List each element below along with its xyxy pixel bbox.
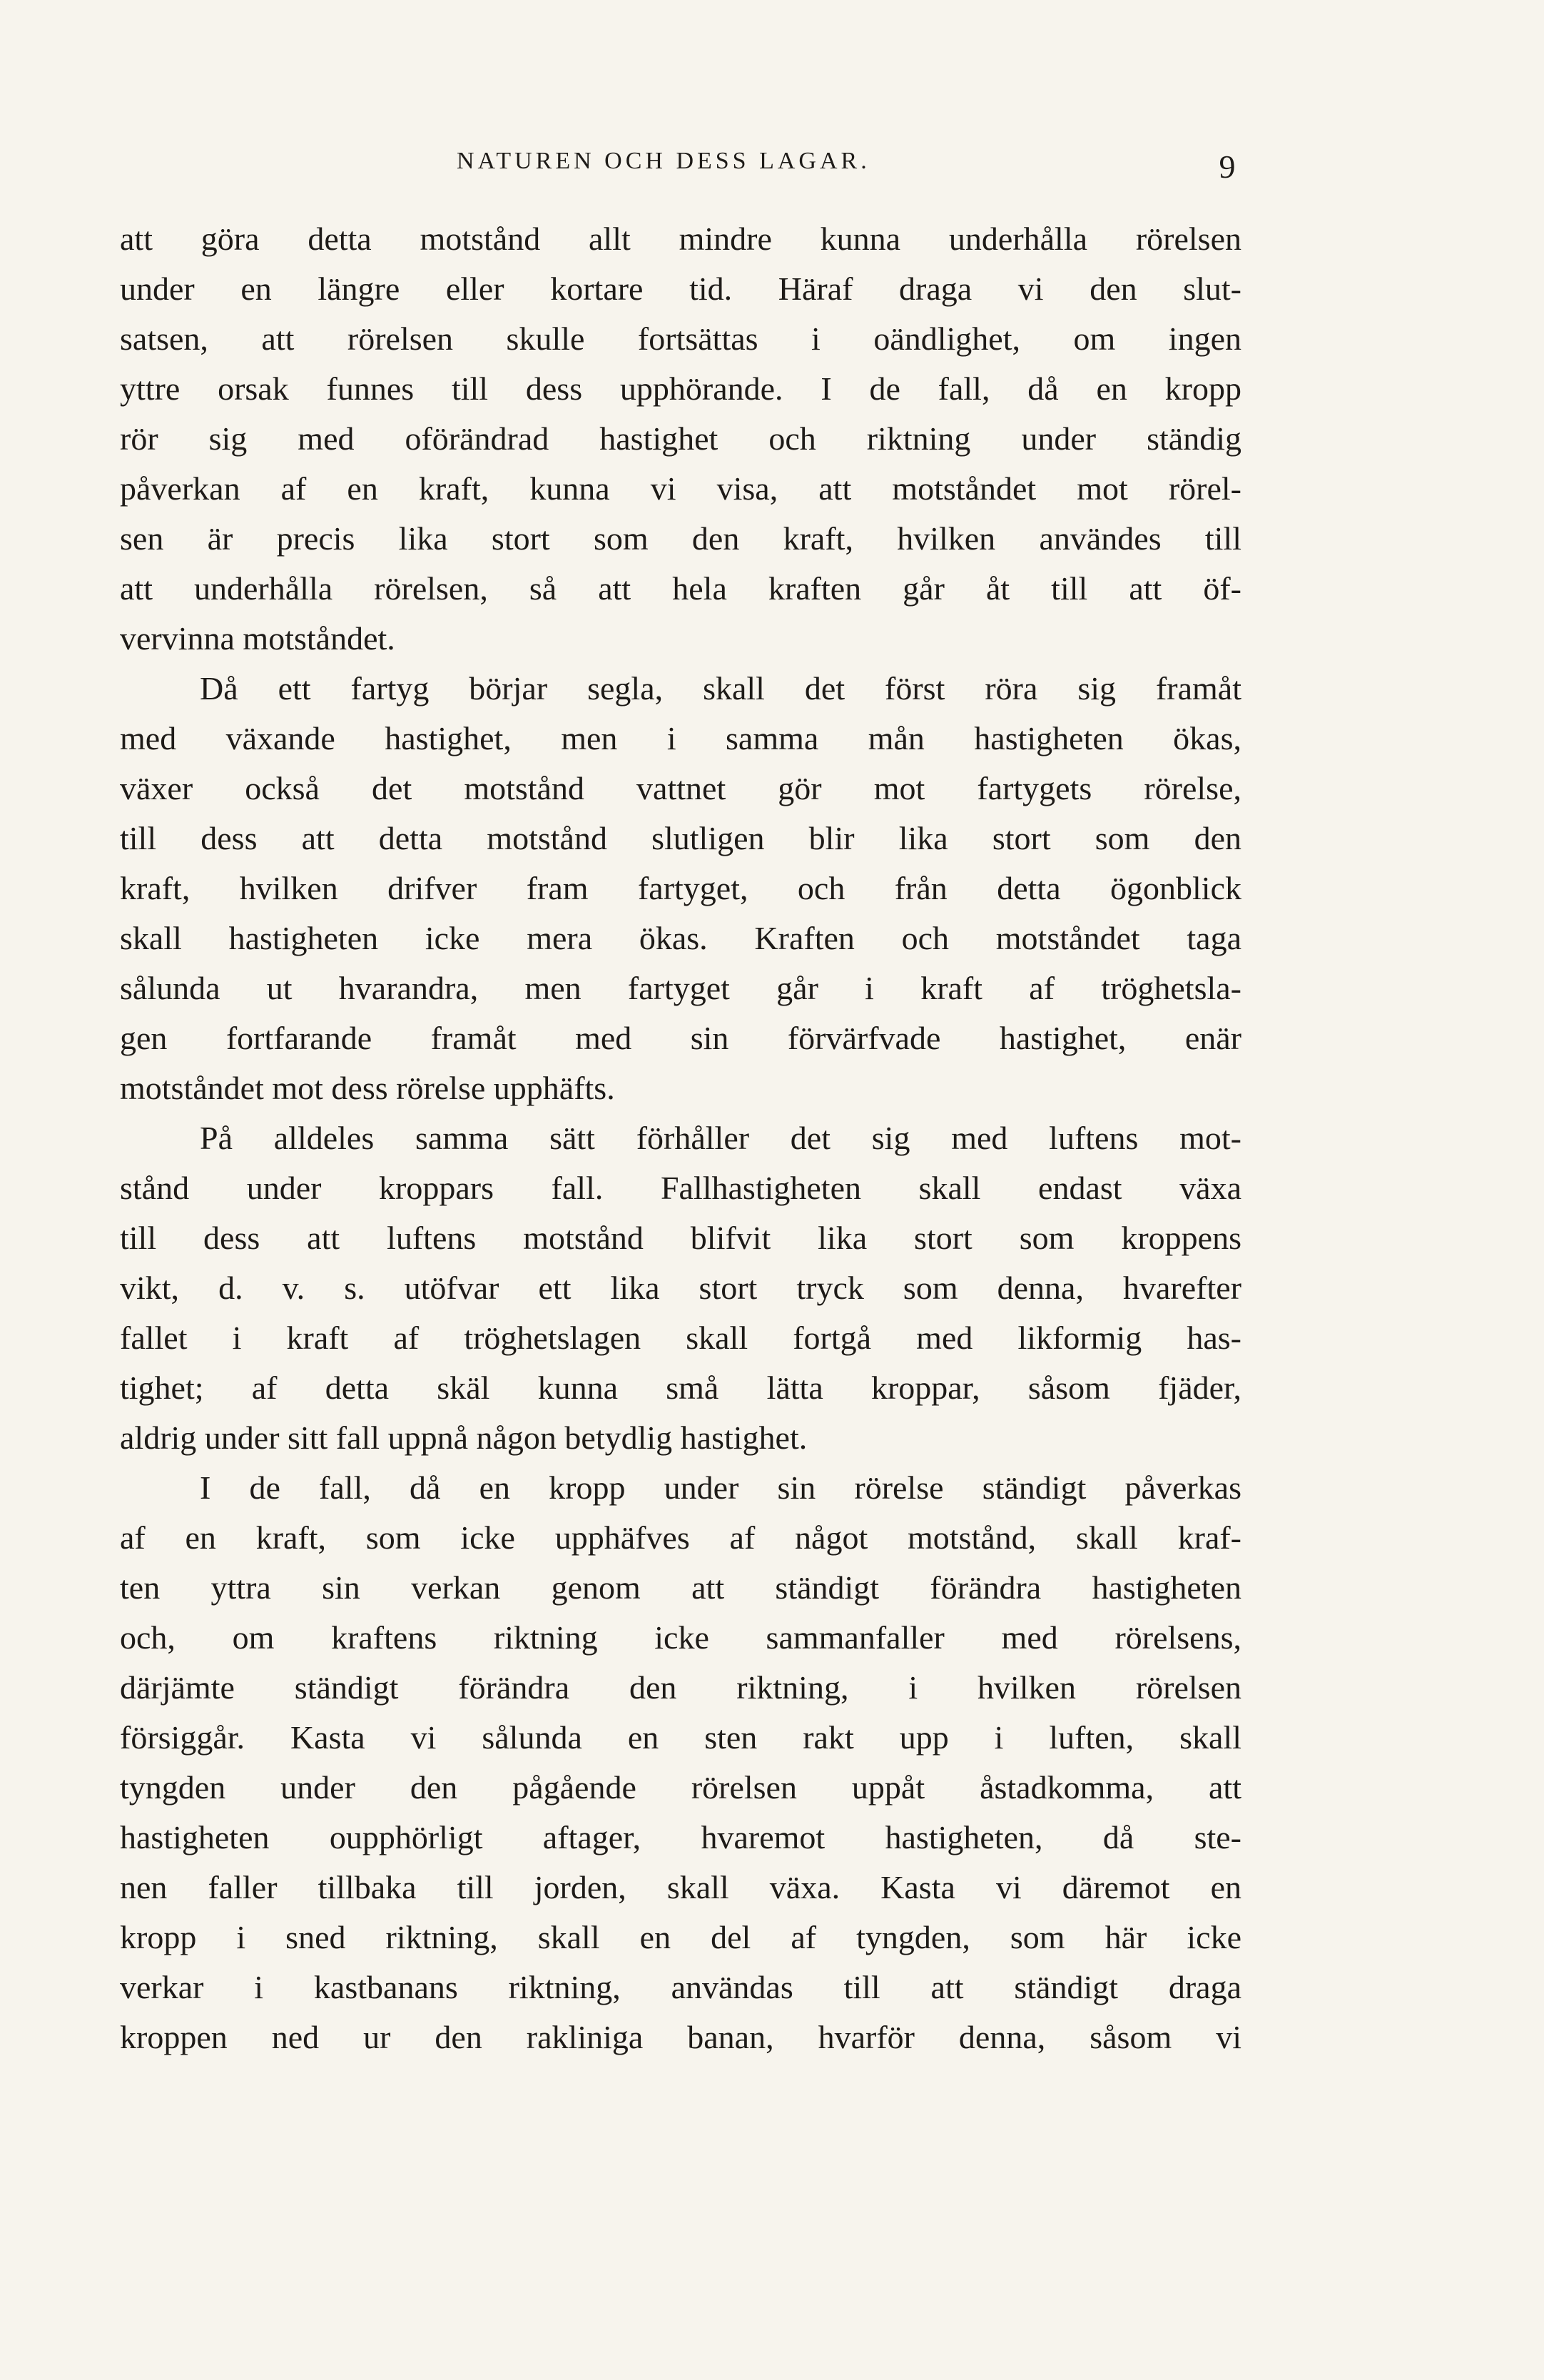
running-title: NATUREN OCH DESS LAGAR. [457,148,870,174]
page-number: 9 [1219,148,1236,185]
text-line: tighet; af detta skäl kunna små lätta kroppar, såsom fjäder, [120,1369,1241,1406]
text-line: af en kraft, som icke upphäfves af något motstånd, skall kraf- [120,1519,1241,1556]
text-line: kropp i sned riktning, skall en del af tyngden, som här icke [120,1919,1241,1955]
text-line: stånd under kroppars fall. Fallhastigheten skall endast växa [120,1170,1241,1206]
text-line: under en längre eller kortare tid. Häraf draga vi den slut- [120,270,1241,307]
text-line: till dess att detta motstånd slutligen blir lika stort som den [120,820,1241,856]
text-line: att göra detta motstånd allt mindre kunna underhålla rörelsen [120,221,1241,257]
text-line: vervinna motståndet. [120,620,395,657]
text-line: försiggår. Kasta vi sålunda en sten rakt upp i luften, skall [120,1719,1241,1756]
text-line: tyngden under den pågående rörelsen uppåt åstadkomma, att [120,1769,1241,1806]
text-line: att underhålla rörelsen, så att hela kraften går åt till att öf- [120,570,1241,607]
text-line: kroppen ned ur den rakliniga banan, hvarför denna, såsom vi [120,2019,1241,2055]
text-line: motståndet mot dess rörelse upphäfts. [120,1070,615,1106]
text-line: nen faller tillbaka till jorden, skall växa. Kasta vi däremot en [120,1869,1241,1905]
text-line: fallet i kraft af tröghetslagen skall fortgå med likformig has- [120,1320,1241,1356]
text-line: därjämte ständigt förändra den riktning, i hvilken rörelsen [120,1669,1241,1706]
text-line: gen fortfarande framåt med sin förvärfvade hastighet, enär [120,1020,1241,1056]
text-line: och, om kraftens riktning icke sammanfaller med rörelsens, [120,1619,1241,1656]
text-line: yttre orsak funnes till dess upphörande. I de fall, då en kropp [120,370,1241,407]
text-line: aldrig under sitt fall uppnå någon betydlig hastighet. [120,1419,808,1456]
text-line: satsen, att rörelsen skulle fortsättas i oändlighet, om ingen [120,320,1241,357]
text-line: skall hastigheten icke mera ökas. Kraften och motståndet taga [120,920,1241,956]
body-text [120,214,1241,2062]
text-line: sen är precis lika stort som den kraft, hvilken användes till [120,520,1241,557]
text-line: kraft, hvilken drifver fram fartyget, och från detta ögonblick [120,870,1241,906]
text-line: vikt, d. v. s. utöfvar ett lika stort tryck som denna, hvarefter [120,1270,1241,1306]
text-line: påverkan af en kraft, kunna vi visa, att motståndet mot rörel- [120,470,1241,507]
text-line: sålunda ut hvarandra, men fartyget går i kraft af tröghetsla- [120,970,1241,1006]
text-line: Då ett fartyg börjar segla, skall det först röra sig framåt [200,670,1241,707]
text-line: med växande hastighet, men i samma mån hastigheten ökas, [120,720,1241,756]
text-line: I de fall, då en kropp under sin rörelse ständigt påverkas [200,1469,1241,1506]
text-line: växer också det motstånd vattnet gör mot fartygets rörelse, [120,770,1241,806]
running-header [0,140,1544,183]
text-line: rör sig med oförändrad hastighet och riktning under ständig [120,420,1241,457]
text-line: till dess att luftens motstånd blifvit lika stort som kroppens [120,1220,1241,1256]
text-line: ten yttra sin verkan genom att ständigt förändra hastigheten [120,1569,1241,1606]
text-line: På alldeles samma sätt förhåller det sig med luftens mot- [200,1120,1241,1156]
text-line: hastigheten oupphörligt aftager, hvaremot hastigheten, då ste- [120,1819,1241,1855]
text-line: verkar i kastbanans riktning, användas till att ständigt draga [120,1969,1241,2005]
